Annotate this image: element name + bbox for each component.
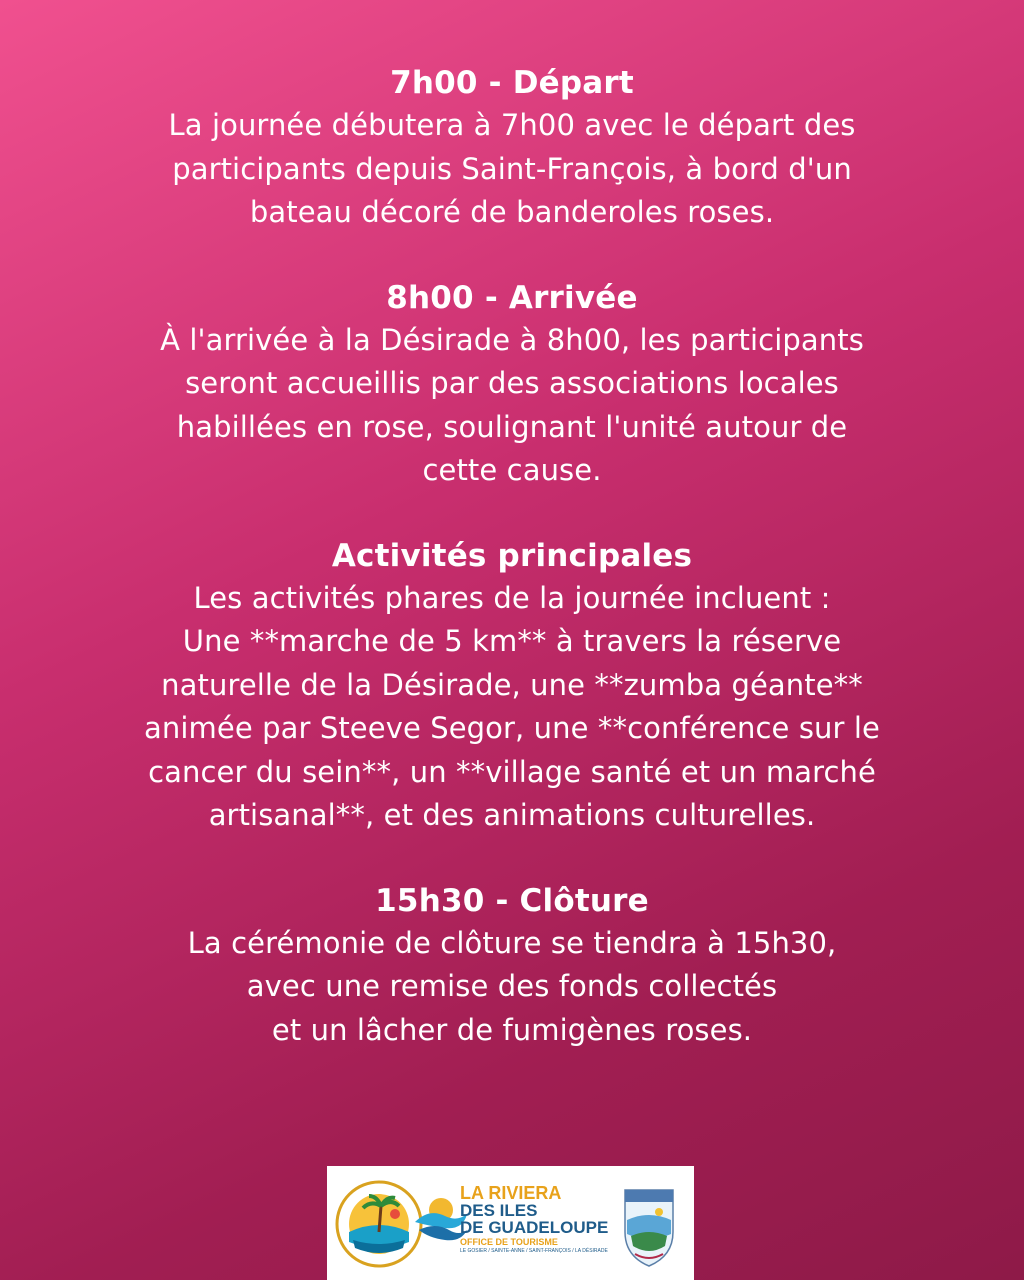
section-heading: 8h00 - Arrivée bbox=[386, 279, 638, 316]
riviera-line5: LE GOSIER / SAINTE-ANNE / SAINT-FRANÇOIS / LA DÉSIRADE bbox=[460, 1248, 608, 1254]
body-line: Une **marche de 5 km** à travers la réserve bbox=[182, 624, 842, 658]
body-line: bateau décoré de banderoles roses. bbox=[249, 195, 775, 229]
section-cloture bbox=[40, 880, 984, 1053]
riviera-logo-text bbox=[460, 1184, 620, 1255]
body-line: animée par Steeve Segor, une **conférence sur le bbox=[144, 711, 880, 745]
section-heading: Activités principales bbox=[331, 537, 693, 574]
body-line: À l'arrivée à la Désirade à 8h00, les participants bbox=[160, 322, 864, 357]
body-line: cancer du sein**, un **village santé et un marché bbox=[148, 754, 876, 789]
section-body bbox=[40, 922, 984, 1053]
body-line: La journée débutera à 7h00 avec le départ des bbox=[168, 108, 856, 142]
section-heading: 15h30 - Clôture bbox=[375, 882, 649, 919]
section-arrivee bbox=[40, 277, 984, 493]
body-line: seront accueillis par des associations locales bbox=[185, 366, 839, 400]
body-line: et un lâcher de fumigènes roses. bbox=[271, 1012, 753, 1047]
riviera-line1: LA RIVIERA bbox=[460, 1183, 562, 1203]
body-line: artisanal**, et des animations culturelles. bbox=[208, 798, 816, 832]
riviera-line3: DE GUADELOUPE bbox=[460, 1218, 609, 1237]
riviera-line4: OFFICE DE TOURISME bbox=[460, 1237, 558, 1247]
program-content bbox=[40, 62, 984, 1094]
section-body bbox=[40, 104, 984, 235]
section-depart bbox=[40, 62, 984, 235]
body-line: avec une remise des fonds collectés bbox=[246, 969, 778, 1003]
body-line: cette cause. bbox=[422, 453, 602, 487]
partner-logos bbox=[327, 1166, 694, 1280]
body-line: habillées en rose, soulignant l'unité autour de bbox=[176, 409, 848, 444]
body-line: participants depuis Saint-François, à bord d'un bbox=[172, 151, 852, 186]
body-line: Les activités phares de la journée incluent : bbox=[193, 580, 831, 615]
section-heading: 7h00 - Départ bbox=[390, 65, 634, 101]
body-line: naturelle de la Désirade, une **zumba géante** bbox=[161, 667, 863, 702]
section-activites bbox=[40, 535, 984, 838]
body-line: La cérémonie de clôture se tiendra à 15h30, bbox=[187, 925, 837, 960]
section-body bbox=[40, 319, 984, 493]
riviera-line2: DES ILES bbox=[460, 1201, 538, 1220]
coat-of-arms-icon bbox=[619, 1180, 679, 1270]
section-body bbox=[40, 577, 984, 838]
